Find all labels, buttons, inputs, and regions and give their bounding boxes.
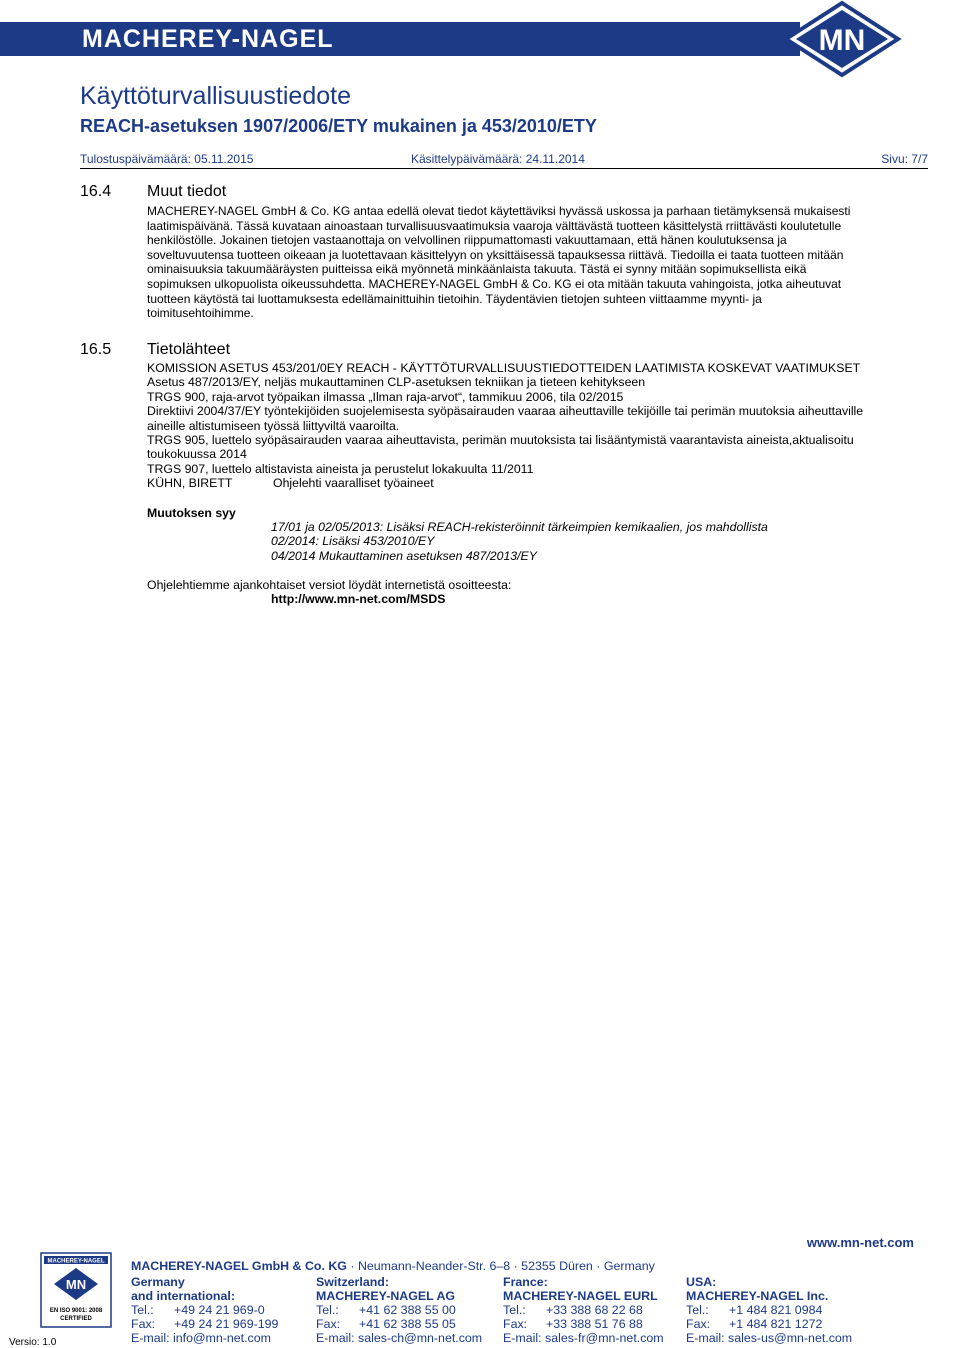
- paragraph-line: toimitusehtoihimme.: [147, 306, 254, 321]
- email-link[interactable]: E-mail: info@mn-net.com: [131, 1331, 271, 1345]
- source-line: aineille altistumiseen työssä liittyviltä vaaroilta.: [147, 418, 400, 433]
- changes-list: [271, 520, 768, 563]
- footer-column-usa: [686, 1275, 852, 1345]
- change-line: 02/2014: Lisäksi 453/2010/EY: [271, 534, 435, 549]
- paragraph-line: tuotteen käytöstä tai luottamuksesta edellämainittuihin tietoihin. Täydentävien tietojen suhteen viittaamme myynti- ja: [147, 291, 762, 306]
- fax-number: +1 484 821 1272: [729, 1317, 823, 1331]
- sources-list: [147, 361, 863, 476]
- iso-certification-logo: [40, 1252, 112, 1328]
- column-subheading: and international:: [131, 1289, 235, 1303]
- company-name: MACHEREY-NAGEL GmbH & Co. KG: [131, 1259, 347, 1273]
- fax-number: +33 388 51 76 88: [546, 1317, 643, 1331]
- source-line: KOMISSION ASETUS 453/201/0EY REACH - KÄYTTÖTURVALLISUUSTIEDOTTEIDEN LAATIMISTA KOSKEVAT VAATIMUKSET: [147, 361, 861, 375]
- mn-logo: [780, 0, 905, 78]
- tel-row: Tel.: +33 388 68 22 68: [503, 1303, 643, 1317]
- change-line: 17/01 ja 02/05/2013: Lisäksi REACH-rekisteröinnit tärkeimpien kemikaalien, jos mahdollista: [271, 520, 768, 534]
- document-title: Käyttöturvallisuustiedote: [80, 82, 351, 110]
- fax-row: Fax: +33 388 51 76 88: [503, 1317, 643, 1331]
- tel-row: Tel.: +1 484 821 0984: [686, 1303, 823, 1317]
- fax-row: Fax: +49 24 21 969-199: [131, 1317, 279, 1331]
- header-rule: [80, 168, 928, 169]
- version-label: Versio: 1.0: [9, 1337, 57, 1348]
- footer-column-germany: [131, 1275, 278, 1345]
- tel-number: +33 388 68 22 68: [546, 1303, 643, 1317]
- column-subheading: MACHEREY-NAGEL AG: [316, 1289, 456, 1303]
- paragraph-line: sopimuksen ulkopuolista oikeussuhdetta. MACHEREY-NAGEL GmbH & Co. KG ei ota mitään takuuta vahingoista, jotka aiheutuvat: [147, 276, 842, 291]
- tel-number: +1 484 821 0984: [729, 1303, 823, 1317]
- tel-number: +41 62 388 55 00: [359, 1303, 456, 1317]
- change-line: 04/2014 Mukauttaminen asetuksen 487/2013/EY: [271, 548, 537, 563]
- paragraph-line: soveltuvuutensa tuotteen oikeaan ja luotettavaan käsittelyyn on yksittäisessä tapauksessa riittävä. Tiedoilla ei taata tuotteen mitään: [147, 247, 844, 262]
- process-date: Käsittelypäivämäärä: 24.11.2014: [411, 152, 585, 166]
- fax-number: +49 24 21 969-199: [174, 1317, 279, 1331]
- source-line: toukokuussa 2014: [147, 447, 247, 462]
- tel-row: Tel.: +49 24 21 969-0: [131, 1303, 265, 1317]
- footer-column-france: [503, 1275, 664, 1345]
- email-link[interactable]: E-mail: sales-ch@mn-net.com: [316, 1331, 483, 1345]
- section-16-5-number: 16.5: [80, 341, 112, 358]
- msds-link[interactable]: http://www.mn-net.com/MSDS: [271, 592, 446, 606]
- column-heading: France:: [503, 1275, 548, 1289]
- iso-logo-mn: MN: [65, 1277, 87, 1292]
- company-address: · Neumann-Neander-Str. 6–8 · 52355 Düren · Germany: [346, 1259, 655, 1273]
- iso-line-1: EN ISO 9001: 2008: [49, 1308, 103, 1314]
- company-line: [131, 1259, 655, 1273]
- brand-name: MACHEREY-NAGEL: [82, 25, 334, 53]
- source-line: Direktiivi 2004/37/EY työntekijöiden suojelemisesta syöpäsairauden vaaraa aiheuttaville tekijöille tai perimän muutoksia aiheuttaville: [147, 404, 864, 419]
- source-line: Asetus 487/2013/EY, neljäs mukauttaminen CLP-asetuksen tekniikan ja tieteen kehitykseen: [147, 375, 646, 390]
- paragraph-line: ominaisuuksia takuumääräysten puitteissa eikä myönnetä minkäänlaista takuuta. Tästä ei synny mitään sopimuksellista eikä: [147, 262, 807, 277]
- paragraph-line: MACHEREY-NAGEL GmbH & Co. KG antaa edellä olevat tiedot käytettäviksi hyvässä uskossa ja parhaan tietämyksensä mukaisesti: [147, 204, 851, 218]
- tel-row: Tel.: +41 62 388 55 00: [316, 1303, 456, 1317]
- section-16-4-number: 16.4: [80, 183, 112, 200]
- fax-row: Fax: +41 62 388 55 05: [316, 1317, 456, 1331]
- page-number: Sivu: 7/7: [881, 152, 928, 166]
- source-line: TRGS 900, raja-arvot työpaikan ilmassa „Ilman raja-arvot“, tammikuu 2006, tila 02/2015: [147, 389, 624, 404]
- fax-row: Fax: +1 484 821 1272: [686, 1317, 823, 1331]
- mn-logo-text: MN: [818, 24, 866, 57]
- iso-line-2: CERTIFIED: [60, 1316, 92, 1322]
- email-link[interactable]: E-mail: sales-fr@mn-net.com: [503, 1331, 664, 1345]
- website-link[interactable]: www.mn-net.com: [806, 1235, 914, 1250]
- footer-column-switzerland: [316, 1275, 482, 1345]
- iso-logo-brand: MACHEREY-NAGEL: [47, 1258, 105, 1265]
- section-16-4-title: Muut tiedot: [147, 183, 227, 200]
- kuhn-label: KÜHN, BIRETT: [147, 476, 233, 490]
- source-line: TRGS 905, luettelo syöpäsairauden vaaraa aiheuttavista, perimän muutoksista tai lisääntymistä vaarantavista aineista,aktualisoitu: [147, 433, 854, 448]
- section-16-5-title: Tietolähteet: [147, 341, 231, 358]
- source-line: TRGS 907, luettelo altistavista aineista ja perustelut lokakuulta 11/2011: [147, 461, 534, 476]
- section-16-4-body: [147, 204, 932, 321]
- print-date: Tulostuspäivämäärä: 05.11.2015: [80, 152, 254, 166]
- kuhn-text: Ohjelehti vaaralliset työaineet: [273, 476, 434, 490]
- column-heading: USA:: [686, 1275, 717, 1289]
- column-heading: Germany: [131, 1275, 185, 1289]
- column-heading: Switzerland:: [316, 1275, 389, 1289]
- fax-number: +41 62 388 55 05: [359, 1317, 456, 1331]
- changes-label: Muutoksen syy: [147, 506, 236, 520]
- paragraph-line: laatimispäivänä. Tässä kuvataan ainoastaan turvallisuusvaatimuksia vaaroja välttävästä tuotteen käsittelystä rriittävästi koulutetulle: [147, 218, 842, 233]
- paragraph-line: henkilöstölle. Jokainen tietojen vastaanottaja on velvollinen riippumattomasti vakuuttamaan, että hänen koulutuksensa ja: [147, 233, 787, 248]
- web-note: Ohjelehtiemme ajankohtaiset versiot löydät internetistä osoitteesta:: [147, 578, 512, 592]
- column-subheading: MACHEREY-NAGEL EURL: [503, 1289, 658, 1303]
- tel-number: +49 24 21 969-0: [174, 1303, 265, 1317]
- email-link[interactable]: E-mail: sales-us@mn-net.com: [686, 1331, 853, 1345]
- document-subtitle: REACH-asetuksen 1907/2006/ETY mukainen ja 453/2010/ETY: [80, 116, 597, 136]
- column-subheading: MACHEREY-NAGEL Inc.: [686, 1289, 829, 1303]
